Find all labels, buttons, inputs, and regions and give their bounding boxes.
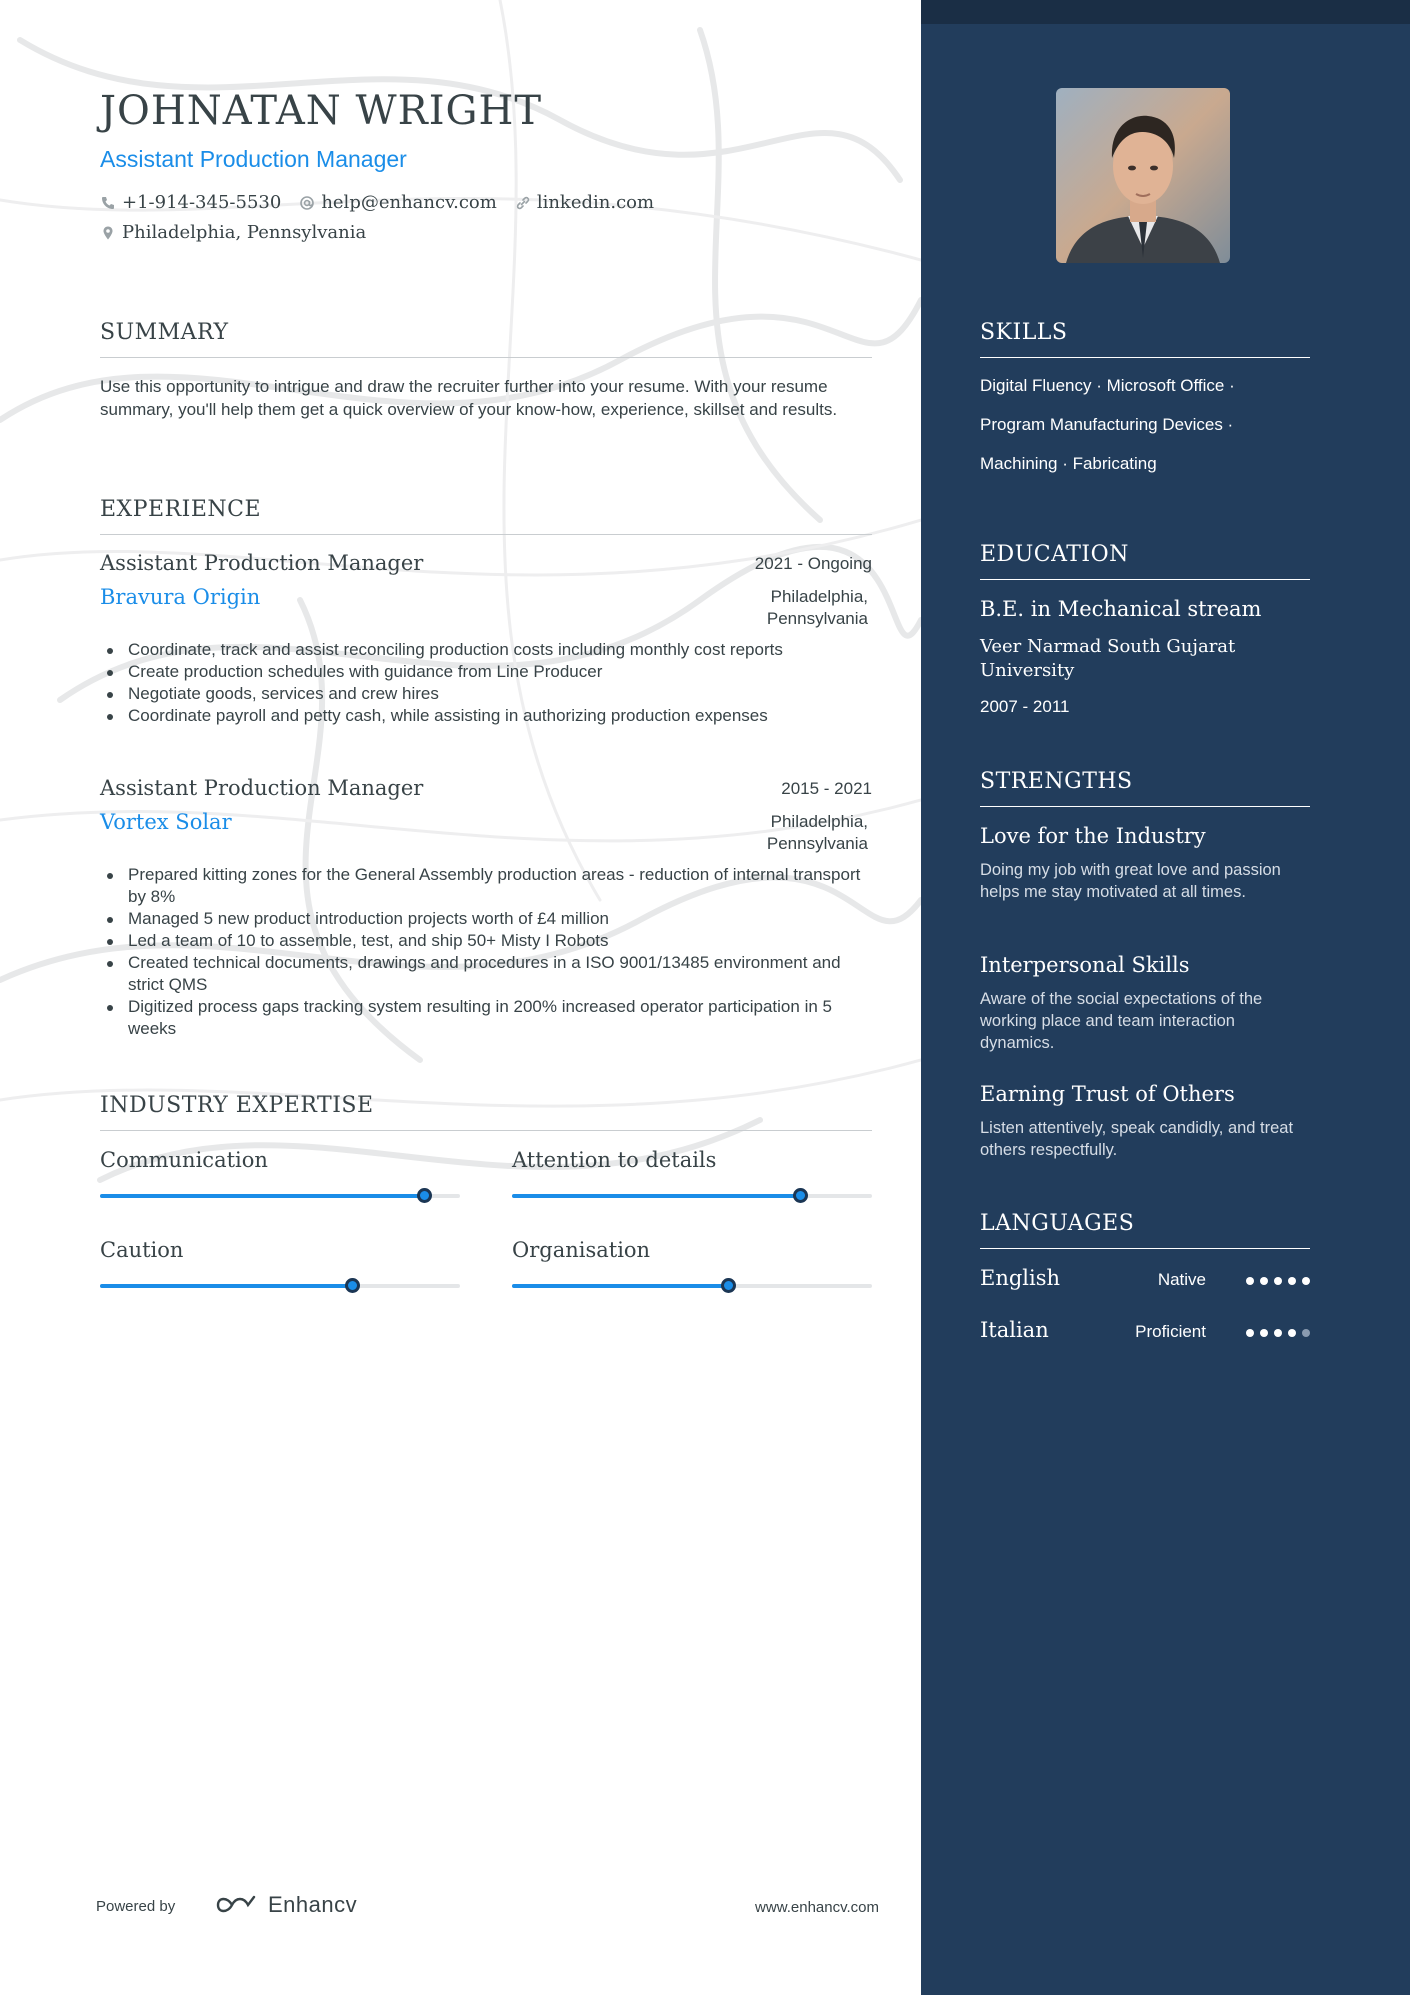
location-text: Philadelphia, Pennsylvania <box>122 222 367 243</box>
candidate-name: JOHNATAN WRIGHT <box>100 88 543 134</box>
language-name: Italian <box>980 1318 1049 1342</box>
language-dots <box>1246 1329 1310 1337</box>
skill-line: Program Manufacturing Devices · <box>980 415 1234 434</box>
contact-location <box>100 222 366 243</box>
expertise-bar-fill <box>100 1284 352 1288</box>
linkedin-link[interactable]: linkedin.com <box>536 192 655 213</box>
job-bullet: Managed 5 new product introduction projects worth of £4 million <box>128 908 872 930</box>
job-dates: 2021 - Ongoing <box>754 554 872 573</box>
strength-title: Earning Trust of Others <box>980 1082 1235 1106</box>
skill-line: Machining · Fabricating <box>980 454 1157 473</box>
footer-url[interactable]: www.enhancv.com <box>755 1899 879 1916</box>
expertise-label: Communication <box>100 1148 268 1172</box>
email-link[interactable]: help@enhancv.com <box>321 192 497 213</box>
skills-list <box>980 375 1310 492</box>
link-icon <box>515 195 531 211</box>
level-dot-filled <box>1260 1277 1268 1285</box>
expertise-bar-knob <box>721 1278 736 1293</box>
job-bullet: Created technical documents, drawings and procedures in a ISO 9001/13485 environment and strict QMS <box>128 952 872 996</box>
language-name: English <box>980 1266 1061 1290</box>
education-dates: 2007 - 2011 <box>980 697 1070 716</box>
strength-desc: Aware of the social expectations of the working place and team interaction dynamics. <box>980 990 1263 1052</box>
strength-desc: Doing my job with great love and passion helps me stay motivated at all times. <box>980 861 1281 901</box>
level-dot-filled <box>1246 1277 1254 1285</box>
level-dot-filled <box>1302 1277 1310 1285</box>
languages-heading: LANGUAGES <box>980 1211 1310 1249</box>
summary-text: Use this opportunity to intrigue and draw the recruiter further into your resume. With your resume summary, you'll help them get a quick overview of your know-how, experience, skillset and results. <box>100 377 838 419</box>
footer-brand: Enhancv <box>268 1892 358 1917</box>
contact-row-2 <box>100 222 366 243</box>
job-bullet: Prepared kitting zones for the General Assembly production areas - reduction of internal transport by 8% <box>128 864 872 908</box>
level-dot-filled <box>1288 1329 1296 1337</box>
at-icon <box>299 195 315 211</box>
sidebar <box>921 0 1410 1995</box>
level-dot-filled <box>1246 1329 1254 1337</box>
strength-title: Interpersonal Skills <box>980 953 1190 977</box>
job-bullet: Coordinate payroll and petty cash, while assisting in authorizing production expenses <box>128 705 872 727</box>
experience-heading: EXPERIENCE <box>100 497 872 535</box>
job-entry-2 <box>100 776 872 1046</box>
phone-text: +1-914-345-5530 <box>122 192 282 213</box>
expertise-item <box>100 1148 460 1172</box>
expertise-label: Attention to details <box>512 1148 717 1172</box>
job-role: Assistant Production Manager <box>100 776 424 800</box>
profile-photo <box>1056 88 1230 263</box>
expertise-bar-fill <box>512 1284 728 1288</box>
education-heading: EDUCATION <box>980 542 1310 580</box>
language-level: Native <box>1157 1270 1206 1289</box>
expertise-heading: INDUSTRY EXPERTISE <box>100 1093 872 1131</box>
strength-title: Love for the Industry <box>980 824 1206 848</box>
expertise-bar <box>512 1284 872 1288</box>
job-bullet: Coordinate, track and assist reconciling production costs including monthly cost reports <box>128 639 872 661</box>
expertise-item <box>512 1148 872 1172</box>
job-bullets <box>128 639 872 727</box>
job-location: Philadelphia, Pennsylvania <box>766 812 868 853</box>
enhancv-logo-icon <box>214 1893 260 1917</box>
footer-logo[interactable] <box>214 1892 357 1918</box>
level-dot-filled <box>1260 1329 1268 1337</box>
skills-heading: SKILLS <box>980 320 1310 358</box>
job-bullet: Led a team of 10 to assemble, test, and ship 50+ Misty I Robots <box>128 930 872 952</box>
expertise-label: Caution <box>100 1238 184 1262</box>
phone-icon <box>100 195 116 211</box>
job-entry-1 <box>100 551 872 751</box>
education-degree: B.E. in Mechanical stream <box>980 597 1262 621</box>
portrait-image <box>1056 88 1230 263</box>
contact-row-1 <box>100 192 654 213</box>
expertise-label: Organisation <box>512 1238 651 1262</box>
contact-email <box>299 192 497 213</box>
expertise-bar-fill <box>100 1194 424 1198</box>
job-bullet: Negotiate goods, services and crew hires <box>128 683 872 705</box>
job-bullet: Digitized process gaps tracking system resulting in 200% increased operator participation in 5 weeks <box>128 996 872 1040</box>
level-dot-filled <box>1274 1277 1282 1285</box>
job-role: Assistant Production Manager <box>100 551 424 575</box>
level-dot-filled <box>1288 1277 1296 1285</box>
contact-phone <box>100 192 281 213</box>
expertise-bar <box>512 1194 872 1198</box>
expertise-bar <box>100 1194 460 1198</box>
sidebar-top-bar <box>921 0 1410 24</box>
job-company[interactable]: Bravura Origin <box>100 585 261 609</box>
summary-heading: SUMMARY <box>100 320 872 358</box>
job-bullet: Create production schedules with guidance from Line Producer <box>128 661 872 683</box>
candidate-title: Assistant Production Manager <box>100 146 407 172</box>
strength-desc: Listen attentively, speak candidly, and treat others respectfully. <box>980 1119 1294 1159</box>
level-dot-empty <box>1302 1329 1310 1337</box>
language-row <box>980 1318 1310 1348</box>
education-school: Veer Narmad South Gujarat University <box>980 636 1236 681</box>
strengths-heading: STRENGTHS <box>980 769 1310 807</box>
job-company[interactable]: Vortex Solar <box>100 810 232 834</box>
footer-powered-by: Powered by <box>96 1898 176 1915</box>
language-level: Proficient <box>1135 1322 1206 1341</box>
expertise-bar-knob <box>793 1188 808 1203</box>
job-bullets <box>128 864 872 1040</box>
job-dates: 2015 - 2021 <box>781 779 872 798</box>
expertise-bar-knob <box>417 1188 432 1203</box>
location-pin-icon <box>100 225 116 241</box>
language-dots <box>1246 1277 1310 1285</box>
expertise-bar-knob <box>345 1278 360 1293</box>
expertise-bar-fill <box>512 1194 800 1198</box>
skill-line: Digital Fluency · Microsoft Office · <box>980 376 1235 395</box>
language-row <box>980 1266 1310 1296</box>
expertise-bar <box>100 1284 460 1288</box>
expertise-item <box>100 1238 460 1262</box>
expertise-item <box>512 1238 872 1262</box>
level-dot-filled <box>1274 1329 1282 1337</box>
contact-linkedin <box>515 192 654 213</box>
job-location: Philadelphia, Pennsylvania <box>766 587 868 628</box>
